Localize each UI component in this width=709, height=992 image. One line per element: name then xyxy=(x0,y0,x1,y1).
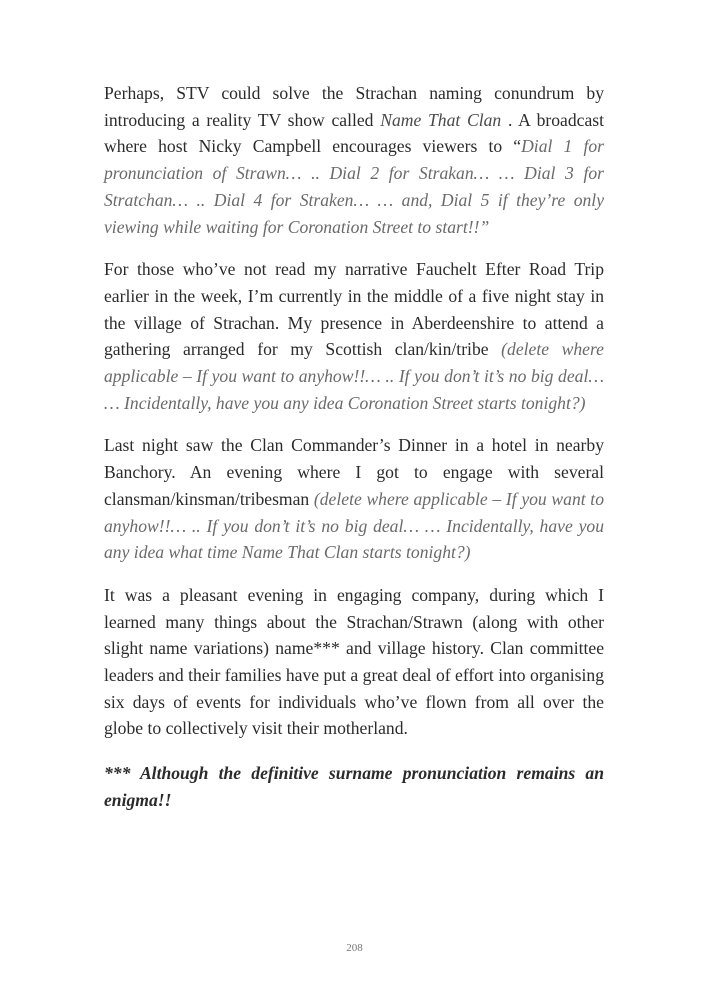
page-body xyxy=(104,80,604,830)
paragraph-2 xyxy=(104,256,604,416)
show-title: Name That Clan xyxy=(380,109,502,130)
paragraph-1 xyxy=(104,80,604,240)
paragraph-1-italic: Dial 1 for pronunciation of Strawn… .. Dial 2 for Strakan… … Dial 3 for Stratchan… .. Dial 4 for Straken… … and, Dial 5 if they’re only viewing while waiting for Coronation Street to start!!” xyxy=(104,136,604,237)
paragraph-4-text: It was a pleasant evening in engaging company, during which I learned many things about the Strachan/Strawn (along with other slight name variations) name*** and village history. Clan committee leaders and their families have put a great deal of effort into organising six days of events for individuals who’ve flown from all over the globe to collectively visit their motherland. xyxy=(104,584,604,739)
paragraph-1-text-a: Perhaps, STV could solve the Strachan naming conundrum by introducing a reality TV show called xyxy=(104,83,604,130)
paragraph-1-text-c: . A broadcast where host Nicky Campbell encourages viewers to “ xyxy=(104,109,604,157)
paragraph-2-italic: (delete where applicable – If you want to anyhow!!… .. If you don’t it’s no big deal… … Incidentally, have you any idea Coronation Street starts tonight?) xyxy=(104,339,604,413)
paragraph-3 xyxy=(104,432,604,566)
paragraph-2-text: For those who’ve not read my narrative Fauchelt Efter Road Trip earlier in the week, I’m currently in the middle of a five night stay in the village of Strachan. My presence in Aberdeenshire to attend a gathering arranged for my Scottish clan/kin/tribe xyxy=(104,259,604,360)
footnote: *** Although the definitive surname pronunciation remains an enigma!! xyxy=(104,763,604,810)
paragraph-4 xyxy=(104,582,604,742)
paragraph-3-text: Last night saw the Clan Commander’s Dinner in a hotel in nearby Banchory. An evening where I got to engage with several clansman/kinsman/tribesman xyxy=(104,435,604,509)
page-number: 208 xyxy=(346,942,363,954)
paragraph-3-italic: (delete where applicable – If you want to anyhow!!… .. If you don’t it’s no big deal… … Incidentally, have you any idea what time Name That Clan starts tonight?) xyxy=(104,488,604,563)
